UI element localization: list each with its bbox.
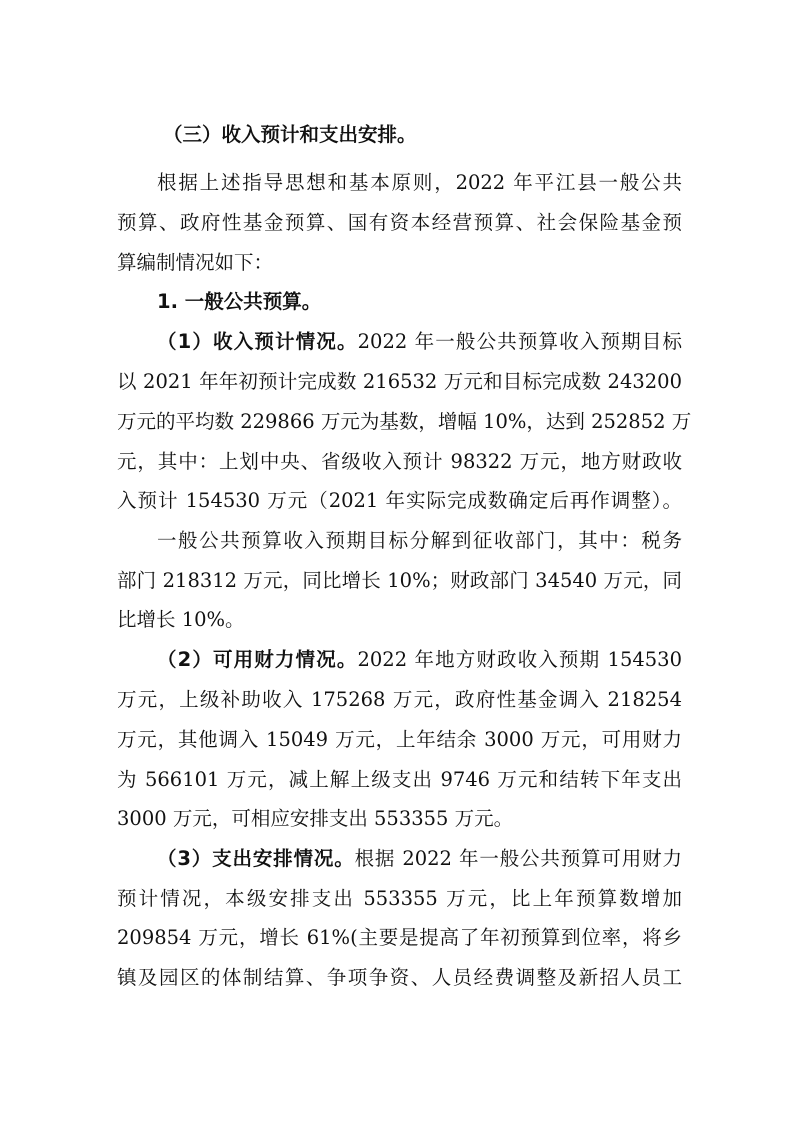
intro-line-3: 算编制情况如下： — [117, 251, 274, 274]
p4-line-3: 209854 万元，增长 61%(主要是提高了年初预算到位率，将乡 — [117, 926, 682, 949]
sub-heading: 1. 一般公共预算。 — [157, 290, 322, 313]
p3-line-4: 为 566101 万元，减上解上级支出 9746 万元和结转下年支出 — [117, 768, 682, 791]
p3-line-1 — [157, 647, 682, 673]
p4-line-1 — [157, 846, 682, 872]
p2-line-3: 比增长 10%。 — [117, 608, 245, 631]
p3-line-5: 3000 万元，可相应安排支出 553355 万元。 — [117, 807, 514, 830]
p1-first-rest: 2022 年一般公共预算收入预期目标 — [357, 330, 682, 353]
p1-label: （1）收入预计情况。 — [157, 330, 358, 353]
p3-label: （2）可用财力情况。 — [157, 648, 358, 671]
p4-line-4: 镇及园区的体制结算、争项争资、人员经费调整及新招人员工 — [117, 966, 682, 989]
p1-line-4: 元，其中：上划中央、省级收入预计 98322 万元，地方财政收 — [117, 450, 682, 473]
p4-label: （3）支出安排情况。 — [157, 847, 355, 870]
p1-line-3: 万元的平均数 229866 万元为基数，增幅 10%，达到 252852 万 — [117, 410, 692, 433]
p3-line-3: 万元，其他调入 15049 万元，上年结余 3000 万元，可用财力 — [117, 728, 682, 751]
p2-line-1: 一般公共预算收入预期目标分解到征收部门，其中：税务 — [157, 529, 682, 552]
p1-line-5: 入预计 154530 万元（2021 年实际完成数确定后再作调整）。 — [117, 489, 682, 512]
intro-line-1: 根据上述指导思想和基本原则，2022 年平江县一般公共 — [157, 171, 682, 194]
p3-first-rest: 2022 年地方财政收入预期 154530 — [357, 648, 682, 671]
p2-line-2: 部门 218312 万元，同比增长 10%；财政部门 34540 万元，同 — [117, 569, 682, 592]
p1-line-1 — [157, 329, 682, 355]
p4-line-2: 预计情况，本级安排支出 553355 万元，比上年预算数增加 — [117, 887, 682, 910]
intro-line-2: 预算、政府性基金预算、国有资本经营预算、社会保险基金预 — [117, 211, 682, 234]
p4-first-rest: 根据 2022 年一般公共预算可用财力 — [354, 847, 682, 870]
p3-line-2: 万元，上级补助收入 175268 万元，政府性基金调入 218254 — [117, 688, 682, 711]
p1-line-2: 以 2021 年年初预计完成数 216532 万元和目标完成数 243200 — [117, 370, 682, 393]
section-heading: （三）收入预计和支出安排。 — [163, 123, 417, 146]
